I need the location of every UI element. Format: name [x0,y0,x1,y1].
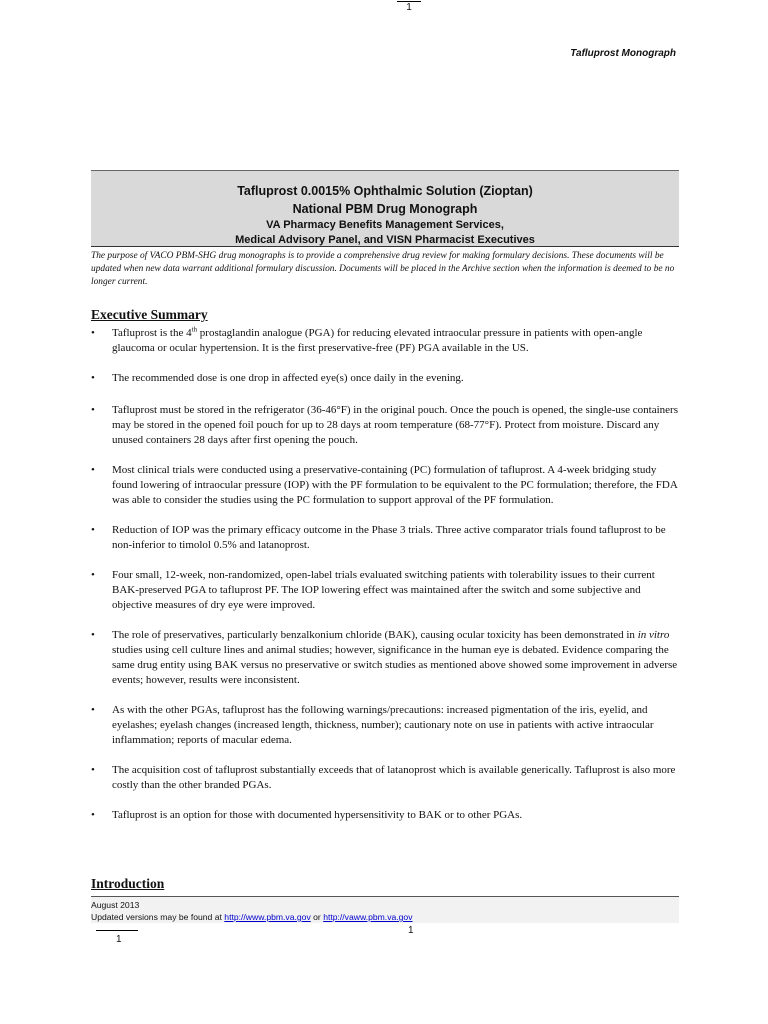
list-item [91,808,681,823]
list-item [91,371,681,386]
footnote-number: 1 [116,934,122,945]
introduction-heading: Introduction [91,876,165,891]
top-page-number [397,2,421,13]
executive-summary-heading: Executive Summary [91,307,208,322]
organization-line-1: VA Pharmacy Benefits Management Services, [266,219,504,231]
list-item [91,326,681,356]
bullet-text-part: The role of preservatives, particularly benzalkonium chloride (BAK), causing ocular toxicity has been demonstrated in [112,629,638,641]
bullet-text: The recommended dose is one drop in affected eye(s) once daily in the evening. [112,372,464,384]
bullet-text: As with the other PGAs, tafluprost has the following warnings/precautions: increased pigmentation of the iris, eyelid, and eyelashes; eyelash changes (increased length, thickness, number); cautionary note on use in patients with active intraocular inflammation; reports of macular edema. [112,704,654,746]
bullet-icon: • [91,764,95,776]
bullet-text-part: studies using cell culture lines and animal studies; however, significance in the human eye is debated. Evidence comparing the same drug entity using BAK versus no preservative or switch studies as mentioned above showed some improvement in adverse events; however, results were inconsistent. [112,644,678,686]
bullet-icon: • [91,524,95,536]
purpose-statement: The purpose of VACO PBM-SHG drug monographs is to provide a comprehensive drug review for making formulary decisions. These documents will be updated when new data warrant additional formulary discussion. Documents will be placed in the Archive section when the information is deemed to be no longer current. [91,251,675,287]
superscript: th [191,325,198,334]
bullet-icon: • [91,629,95,641]
footer-updated-prefix: Updated versions may be found at [91,912,225,922]
bullet-icon: • [91,327,95,339]
bullet-icon: • [91,809,95,821]
footnote-rule [96,930,138,931]
bullet-text: Four small, 12-week, non-randomized, open-label trials evaluated switching patients with tolerability issues to their current BAK-preserved PGA to tafluprost PF. The IOP lowering effect was maintained after the switch and some subjective and objective measures of dry eye were improved. [112,569,655,611]
title-divider [91,246,679,247]
footer-page-number: 1 [408,925,414,936]
bullet-text: Reduction of IOP was the primary efficacy outcome in the Phase 3 trials. Three active comparator trials found tafluprost to be non-inferior to timolol 0.5% and latanoprost. [112,524,666,551]
bullet-text: Tafluprost is an option for those with documented hypersensitivity to BAK or to other PGAs. [112,809,523,821]
monograph-subtitle: National PBM Drug Monograph [292,202,478,216]
bullet-text-part: prostaglandin analogue (PGA) for reducing elevated intraocular pressure in patients with open-angle glaucoma or ocular hypertension. It is the first preservative-free (PF) PGA available in the US. [112,327,643,354]
bullet-icon: • [91,404,95,416]
drug-title: Tafluprost 0.0015% Ophthalmic Solution (Zioptan) [237,184,533,198]
running-header-title: Tafluprost Monograph [570,48,676,59]
list-item [91,763,681,793]
pbm-internet-link[interactable]: http://www.pbm.va.gov [224,912,311,922]
list-item [91,523,681,553]
bullet-icon: • [91,464,95,476]
bullet-text-part: Tafluprost is the 4 [112,327,192,339]
title-box [91,170,679,247]
list-item [91,403,681,448]
bullet-icon: • [91,704,95,716]
bullet-icon: • [91,372,95,384]
list-item [91,463,681,508]
pbm-intranet-link[interactable]: http://vaww.pbm.va.gov [323,912,413,922]
footer-updated-note [91,911,679,923]
list-item [91,703,681,748]
bullet-icon: • [91,569,95,581]
list-item [91,628,681,688]
bullet-text: Tafluprost must be stored in the refrigerator (36-46°F) in the original pouch. Once the pouch is opened, the single-use containers may be stored in the opened foil pouch for up to 28 days at room temperature (68-77°F). Protect from moisture. Discard any unused containers 28 days after first opening the pouch. [112,404,679,446]
bullet-text: Most clinical trials were conducted using a preservative-containing (PC) formulation of tafluprost. A 4-week bridging study found lowering of intraocular pressure (IOP) with the PF formulation to be equivalent to the PC formulation; therefore, the FDA was able to consider the studies using the PC formulation to support approval of the PF formulation. [112,464,678,506]
list-item [91,568,681,613]
page-footer [91,896,679,923]
italic-term: in vitro [637,629,670,641]
executive-summary-list [91,326,681,838]
top-page-number-text: 1 [406,2,412,13]
bullet-text: The acquisition cost of tafluprost substantially exceeds that of latanoprost which is available generically. Tafluprost is also more costly than the other branded PGAs. [112,764,676,791]
footer-or-text: or [310,912,324,922]
top-page-rule [397,1,421,2]
footer-date: August 2013 [91,900,140,910]
organization-line-2: Medical Advisory Panel, and VISN Pharmacist Executives [235,234,535,246]
